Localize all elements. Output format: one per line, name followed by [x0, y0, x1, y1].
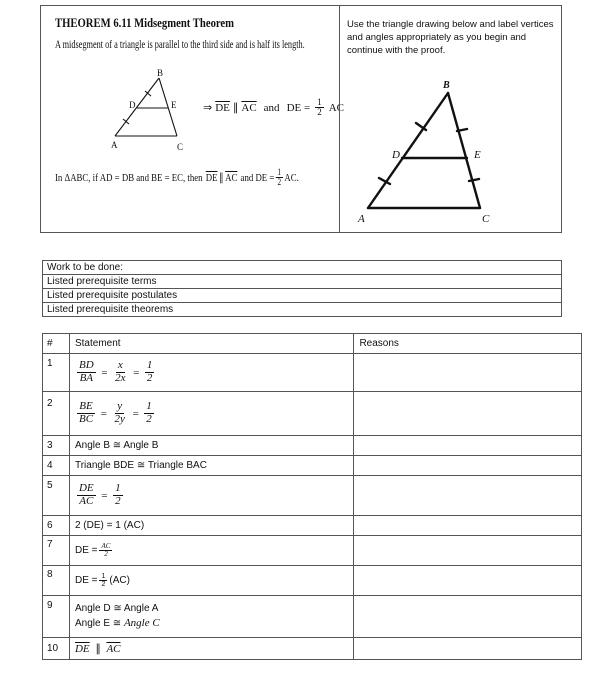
proof-row — [43, 596, 582, 638]
drawing-label-e: E — [474, 149, 481, 161]
small-fig-label-d: D — [129, 100, 136, 110]
proof-row — [43, 476, 582, 516]
reason-cell[interactable] — [354, 596, 582, 638]
proof-triangle-drawing — [340, 76, 563, 234]
header-statement: Statement — [69, 334, 353, 354]
statement-line: Angle E ≅ Angle C — [74, 617, 160, 629]
statement-cell: $\overline{DE}$ ∥ $\overline{AC}$ — [69, 638, 353, 660]
proof-row — [43, 354, 582, 392]
small-fig-label-c: C — [177, 142, 184, 152]
drawing-label-d: D — [392, 149, 400, 161]
drawing-label-a: A — [358, 213, 365, 225]
instructions-panel — [339, 5, 562, 233]
statement-cell: $\frac{DE}{AC}$ = $\frac{1}{2}$ — [69, 476, 353, 516]
statement-cell: $\frac{BD}{BA}$ = $\frac{x}{2x}$ = $\frac{1}{2}$ — [69, 354, 353, 392]
row-num: 2 — [43, 392, 70, 436]
proof-row — [43, 456, 582, 476]
reason-cell[interactable] — [354, 566, 582, 596]
work-row-text: Work to be done: — [43, 261, 562, 275]
small-fig-label-a: A — [111, 140, 118, 150]
row-num: 10 — [43, 638, 70, 660]
statement-cell: DE = $\frac{AC}{2}$ — [69, 536, 353, 566]
statement-cell: 2 (DE) = 1 (AC) — [69, 516, 353, 536]
row-num: 9 — [43, 596, 70, 638]
reason-cell[interactable] — [354, 436, 582, 456]
reason-cell[interactable] — [354, 638, 582, 660]
theorem-conclusion: ⇒ $\overline{DE}$ ∥ $\overline{AC}$ and DE = $\frac{1}{2}$ AC — [203, 97, 344, 118]
statement-cell — [69, 596, 353, 638]
work-row — [43, 275, 562, 289]
row-num: 4 — [43, 456, 70, 476]
row-num: 7 — [43, 536, 70, 566]
proof-row — [43, 566, 582, 596]
work-row-text: Listed prerequisite postulates — [43, 289, 562, 303]
reason-cell[interactable] — [354, 392, 582, 436]
proof-row — [43, 638, 582, 660]
work-to-be-done-table — [42, 260, 562, 317]
proof-row — [43, 536, 582, 566]
row-num: 1 — [43, 354, 70, 392]
reason-cell[interactable] — [354, 476, 582, 516]
small-fig-label-e: E — [171, 100, 177, 110]
proof-table — [42, 333, 582, 660]
work-row-text: Listed prerequisite theorems — [43, 303, 562, 317]
instructions-text: Use the triangle drawing below and label vertices and angles appropriately as you begin and continue with the proof. — [347, 19, 554, 56]
theorem-title: THEOREM 6.11 Midsegment Theorem — [55, 15, 235, 30]
row-num: 5 — [43, 476, 70, 516]
statement-cell: Triangle BDE ≅ Triangle BAC — [69, 456, 353, 476]
proof-row — [43, 436, 582, 456]
header-num: # — [43, 334, 70, 354]
row-num: 3 — [43, 436, 70, 456]
work-row — [43, 289, 562, 303]
work-row — [43, 303, 562, 317]
small-fig-label-b: B — [157, 68, 164, 78]
proof-row — [43, 392, 582, 436]
proof-header-row — [43, 334, 582, 354]
reason-cell[interactable] — [354, 354, 582, 392]
theorem-if-line: In ΔABC, if AD = DB and BE = EC, then $\overline{DE}$ ∥ $\overline{AC}$ and DE = $\frac{1}{2}$ AC. — [55, 167, 299, 188]
statement-cell: DE = $\frac{1}{2}$ (AC) — [69, 566, 353, 596]
work-row-text: Listed prerequisite terms — [43, 275, 562, 289]
header-reasons: Reasons — [354, 334, 582, 354]
statement-line: Angle D ≅ Angle A — [74, 603, 159, 614]
theorem-statement: A midsegment of a triangle is parallel to the third side and is half its length. — [55, 37, 305, 51]
statement-cell: Angle B ≅ Angle B — [69, 436, 353, 456]
reason-cell[interactable] — [354, 536, 582, 566]
drawing-label-c: C — [482, 213, 490, 225]
reason-cell[interactable] — [354, 456, 582, 476]
work-row — [43, 261, 562, 275]
reason-cell[interactable] — [354, 516, 582, 536]
theorem-panel — [40, 5, 344, 233]
row-num: 8 — [43, 566, 70, 596]
proof-row — [43, 516, 582, 536]
drawing-label-b: B — [443, 80, 450, 91]
statement-cell: $\frac{BE}{BC}$ = $\frac{y}{2y}$ = $\frac{1}{2}$ — [69, 392, 353, 436]
row-num: 6 — [43, 516, 70, 536]
